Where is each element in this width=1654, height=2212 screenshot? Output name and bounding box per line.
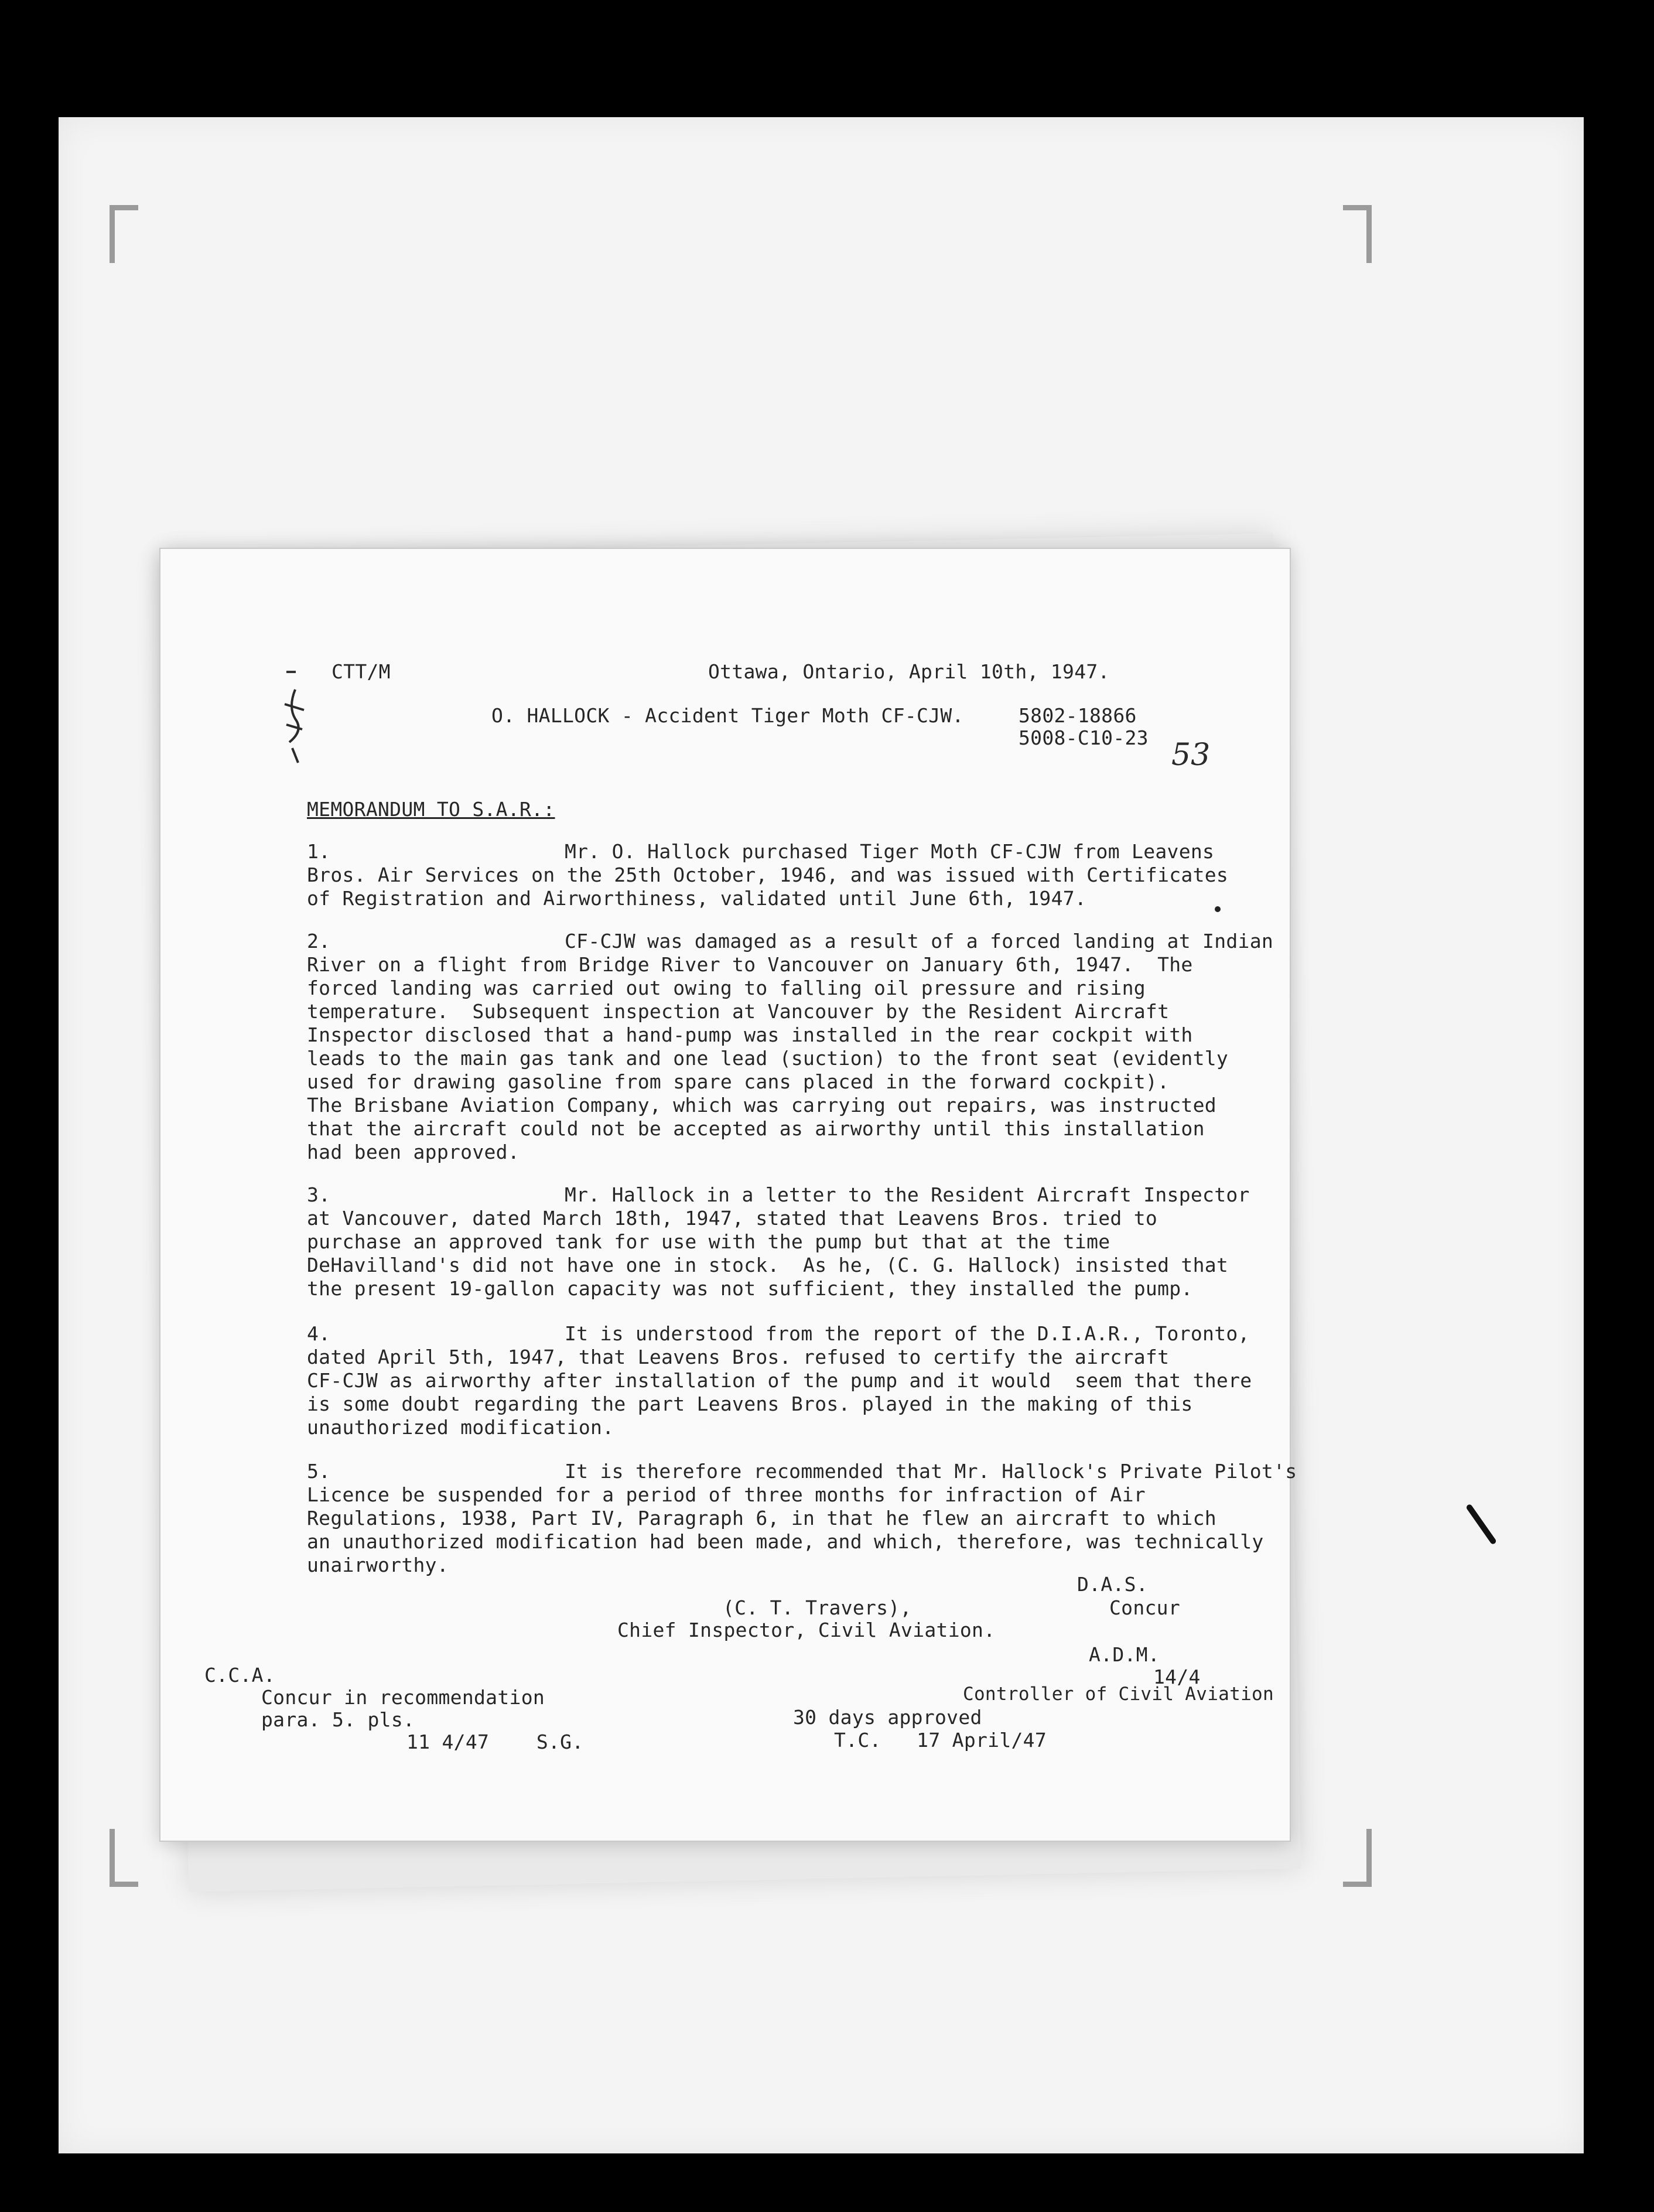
signatory-name: (C. T. Travers), <box>723 1596 912 1619</box>
paragraph-line: the present 19-gallon capacity was not sufficient, they installed the pump. <box>307 1277 1193 1300</box>
das-label: D.A.S. <box>1077 1573 1149 1596</box>
paragraph-line: DeHavilland's did not have one in stock. As he, (C. G. Hallock) insisted that <box>307 1254 1229 1276</box>
paragraph-line: CF-CJW was damaged as a result of a forced landing at Indian <box>565 930 1274 953</box>
paragraph-line: purchase an approved tank for use with the pump but that at the time <box>307 1230 1110 1253</box>
cca-initials-date: 11 4/47 S.G. <box>406 1730 584 1753</box>
paragraph-number: 1. <box>307 840 331 863</box>
place-date: Ottawa, Ontario, April 10th, 1947. <box>708 660 1110 683</box>
paragraph-4 <box>307 1322 1252 1439</box>
paragraph-3 <box>307 1183 1250 1300</box>
crop-mark-top-right <box>1343 205 1372 263</box>
handwritten-initials-mark <box>278 684 313 766</box>
approval-note: 30 days approved <box>793 1706 982 1729</box>
paragraph-line: an unauthorized modification had been made, and which, therefore, was technically <box>307 1530 1264 1553</box>
cca-label: C.C.A. <box>204 1664 276 1687</box>
paragraph-number: 5. <box>307 1460 331 1483</box>
paragraph-line: It is therefore recommended that Mr. Hallock's Private Pilot's <box>565 1460 1297 1483</box>
margin-tick <box>286 671 296 673</box>
crop-mark-bottom-right <box>1343 1829 1372 1887</box>
file-reference: CTT/M <box>332 660 391 683</box>
file-number-1: 5802-18866 <box>1019 704 1137 727</box>
paragraph-number: 2. <box>307 930 331 953</box>
paragraph-line: is some doubt regarding the part Leavens Bros. played in the making of this <box>307 1392 1193 1415</box>
adm-label: A.D.M. <box>1089 1643 1160 1666</box>
paragraph-line: leads to the main gas tank and one lead (suction) to the front seat (evidently <box>307 1047 1229 1070</box>
controller-label: Controller of Civil Aviation <box>963 1684 1274 1705</box>
paragraph-line: River on a flight from Bridge River to Vancouver on January 6th, 1947. The <box>307 953 1193 976</box>
paragraph-1 <box>307 840 1228 910</box>
file-number-2: 5008-C10-23 <box>1019 726 1149 749</box>
paragraph-line: Regulations, 1938, Part IV, Paragraph 6, in that he flew an aircraft to which <box>307 1507 1216 1530</box>
paragraph-line: had been approved. <box>307 1141 520 1163</box>
paragraph-line: Mr. O. Hallock purchased Tiger Moth CF-CJW from Leavens <box>565 840 1215 863</box>
paragraph-5 <box>307 1460 1297 1577</box>
paragraph-line: Licence be suspended for a period of three months for infraction of Air <box>307 1483 1146 1506</box>
cca-concur-line: Concur in recommendation <box>261 1686 545 1709</box>
das-concur: Concur <box>1109 1596 1181 1619</box>
paragraph-line: Bros. Air Services on the 25th October, 1946, and was issued with Certificates <box>307 863 1229 886</box>
crop-mark-top-left <box>110 205 138 263</box>
paragraph-line: of Registration and Airworthiness, validated until June 6th, 1947. <box>307 887 1087 910</box>
signatory-title: Chief Inspector, Civil Aviation. <box>617 1619 996 1641</box>
paragraph-number: 3. <box>307 1183 331 1206</box>
approval-initials-date: T.C. 17 April/47 <box>834 1729 1047 1752</box>
paragraph-line: that the aircraft could not be accepted as airworthy until this installation <box>307 1117 1205 1140</box>
memo-document <box>159 548 1297 1842</box>
paragraph-line: Inspector disclosed that a hand-pump was installed in the rear cockpit with <box>307 1023 1193 1046</box>
paragraph-line: It is understood from the report of the D.I.A.R., Toronto, <box>565 1322 1250 1345</box>
paragraph-line: temperature. Subsequent inspection at Vancouver by the Resident Aircraft <box>307 1000 1170 1023</box>
paragraph-2 <box>307 930 1273 1164</box>
page-number: 53 <box>1171 738 1211 773</box>
crop-mark-bottom-left <box>110 1829 138 1887</box>
paragraph-line: used for drawing gasoline from spare cans placed in the forward cockpit). <box>307 1070 1170 1093</box>
paragraph-number: 4. <box>307 1322 331 1345</box>
paragraph-line: forced landing was carried out owing to falling oil pressure and rising <box>307 977 1146 999</box>
memo-title: MEMORANDUM TO S.A.R.: <box>307 798 555 821</box>
paragraph-line: The Brisbane Aviation Company, which was carrying out repairs, was instructed <box>307 1094 1216 1117</box>
adm-date: 14/4 <box>1153 1665 1201 1688</box>
paragraph-line: unairworthy. <box>307 1554 449 1576</box>
paragraph-line: at Vancouver, dated March 18th, 1947, stated that Leavens Bros. tried to <box>307 1207 1158 1230</box>
memo-subject: O. HALLOCK - Accident Tiger Moth CF-CJW. <box>491 704 964 727</box>
paragraph-line: CF-CJW as airworthy after installation of the pump and it would seem that there <box>307 1369 1252 1392</box>
cca-para-line: para. 5. pls. <box>261 1708 415 1731</box>
paragraph-line: Mr. Hallock in a letter to the Resident Aircraft Inspector <box>565 1183 1250 1206</box>
ink-dot <box>1215 906 1221 912</box>
paragraph-line: unauthorized modification. <box>307 1416 614 1439</box>
paragraph-line: dated April 5th, 1947, that Leavens Bros. refused to certify the aircraft <box>307 1346 1170 1368</box>
